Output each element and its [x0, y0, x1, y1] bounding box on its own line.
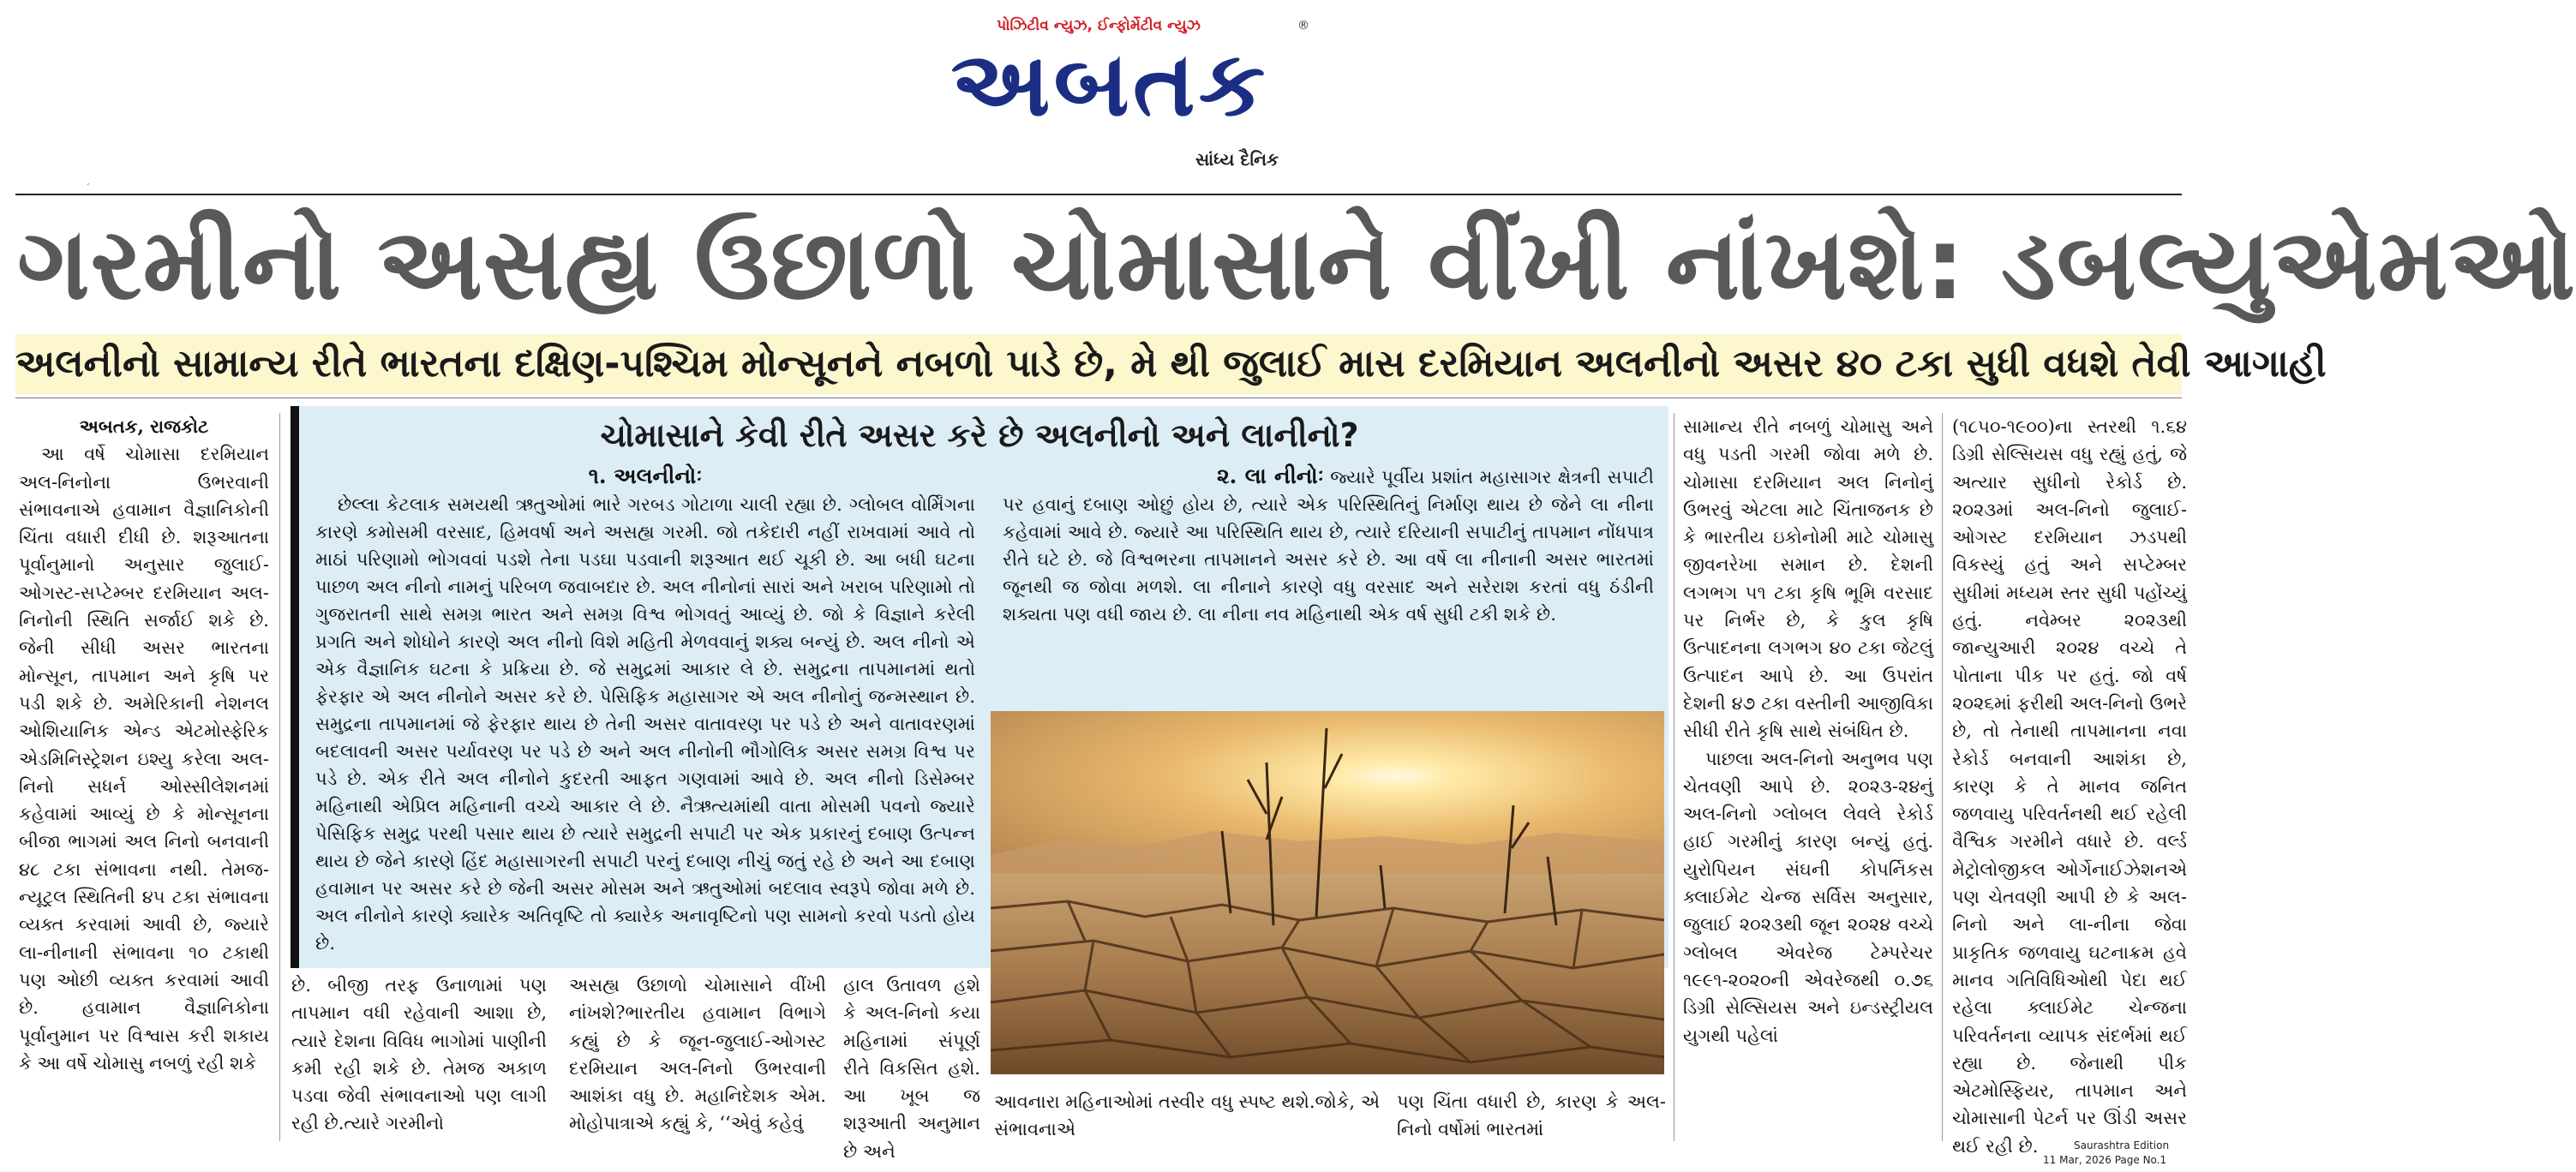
article-column-right-1 [1683, 413, 1933, 1141]
bottom-column-4: આવનારા મહિનાઓમાં તસ્વીર વધુ સ્પષ્ટ થશે.જોકે, એ સંભાવનાએ [994, 1091, 1380, 1140]
masthead-subtag: સાંધ્ય દૈનિક [1195, 149, 1279, 170]
article-paragraph: (૧૮૫૦-૧૯૦૦)ના સ્તરથી ૧.૬૪ ડિગ્રી સેલ્સિયસ વધુ રહ્યું હતું, જે અત્યાર સુધીનો રેકોર્ડ છે. ૨૦૨૩માં અલ-નિનો જુલાઈ-ઓગસ્ટ દરમિયાન ઝડપથી વિકસ્યું હતું અને સપ્ટેમ્બર સુધીમાં મધ્યમ સ્તર સુધી પહોંચ્યું હતું. નવેમ્બર ૨૦૨૩થી જાન્યુઆરી ૨૦૨૪ વચ્ચે તે પોતાના પીક પર હતું. જો વર્ષ ૨૦૨૬માં ફરીથી અલ-નિનો ઉભરે છે, તો તેનાથી તાપમાનના નવા રેકોર્ડ બનવાની આશંકા છે, કારણ કે તે માનવ જનિત જળવાયુ પરિવર્તનથી થઈ રહેલી વૈશ્વિક ગરમીને વધારે છે. વર્લ્ડ મેટ્રોલોજીકલ ઓર્ગેનાઈઝેશનએ પણ ચેતવણી આપી છે કે અલ-નિનો અને લા-નીના જેવા પ્રાકૃતિક જળવાયુ ઘટનાક્રમ હવે માનવ ગતિવિધિઓથી પેદા થઈ રહેલા ક્લાઈમેટ ચેન્જના પરિવર્તનના વ્યાપક સંદર્ભમાં થઈ રહ્યા છે. જેનાથી પીક એટમોસ્ફિયર, તાપમાન અને ચોમાસાની પેટર્ન પર ઊંડી અસર થઈ રહી છે. [1952, 416, 2187, 1157]
column-divider [279, 413, 280, 1141]
drought-photo-image [991, 711, 1664, 1074]
feature-lanina-column [1003, 463, 1654, 703]
bottom-column-3: હાલ ઉતાવળ હશે કે અલ-નિનો કયા મહિનામાં સંપૂર્ણ રીતે વિકસિત હશે. આ ખૂબ જ શરૂઆતી અનુમાન છે અને [843, 975, 980, 1162]
bottom-column-2: અસહ્ય ઉછાળો ચોમાસાને વીંખી નાંખશે?ભારતીય હવામાન વિભાગે કહ્યું છે કે જૂન-જુલાઈ-ઓગસ્ટ દરમિયાન અલ-નિનો ઉભરવાની આશંકા વધુ છે. મહાનિદેશક એમ. મોહોપાત્રાએ કહ્યું કે, ‘‘એવું કહેવું [569, 975, 826, 1134]
masthead-tagline: પોઝિટીવ ન્યુઝ, ઈન્ફોર્મેટીવ ન્યુઝ [997, 17, 1201, 34]
bottom-column-5: પણ ચિંતા વધારી છે, કારણ કે અલ-નિનો વર્ષોમાં ભારતમાં [1397, 1091, 1666, 1140]
dateline: અબતક, રાજકોટ [79, 416, 209, 437]
article-paragraph: આ વર્ષે ચોમાસા દરમિયાન અલ-નિનોના ઉભરવાની સંભાવનાએ હવામાન વૈજ્ઞાનિકોની ચિંતા વધારી દીધી છે. શરૂઆતના પૂર્વાનુમાનો અનુસાર જુલાઈ-ઓગસ્ટ-સપ્ટેમ્બર દરમિયાન અલ-નિનોની સ્થિતિ સર્જાઈ શકે છે. જેની સીધી અસર ભારતના મોન્સૂન, તાપમાન અને કૃષિ પર પડી શકે છે. અમેરિકાની નેશનલ ઓશિયાનિક એન્ડ એટમોસ્ફેરિક એડમિનિસ્ટ્રેશન ઇશ્યુ કરેલા અલ-નિનો સધર્ન ઓસ્સીલેશનમાં કહેવામાં આવ્યું છે કે મોન્સૂનના બીજા ભાગમાં અલ નિનો બનવાની ૪૮ ટકા સંભાવના નથી. તેમજ-ન્યૂટ્રલ સ્થિતિની ૪૫ ટકા સંભાવના વ્યક્ત કરવામાં આવી છે, જ્યારે લા-નીનાની સંભાવના ૧૦ ટકાથી પણ ઓછી વ્યક્ત કરવામાં આવી છે. હવામાન વૈજ્ઞાનિકોના પૂર્વાનુમાન પર વિશ્વાસ કરી શકાય કે આ વર્ષે ચોમાસુ નબળું રહી શકે [19, 444, 269, 1073]
article-paragraph: પાછલા અલ-નિનો અનુભવ પણ ચેતવણી આપે છે. ૨૦૨૩-૨૪નું અલ-નિનો ગ્લોબલ લેવલે રેકોર્ડ હાઈ ગરમીનું કારણ બન્યું હતું. યુરોપિયન સંઘની કોપર્નિકસ ક્લાઈમેટ ચેન્જ સર્વિસ અનુસાર, જુલાઈ ૨૦૨૩થી જૂન ૨૦૨૪ વચ્ચે ગ્લોબલ એવરેજ ટેમ્પરેચર ૧૯૯૧-૨૦૨૦ની એવરેજથી ૦.૭૬ ડિગ્રી સેલ્સિયસ અને ઇન્ડસ્ટ્રીયલ યુગથી પહેલાં [1683, 748, 1933, 1046]
article-paragraph: સામાન્ય રીતે નબળું ચોમાસુ અને વધુ પડતી ગરમી જોવા મળે છે. ચોમાસા દરમિયાન અલ નિનોનું ઉભરવું એટલા માટે ચિંતાજનક છે કે ભારતીય ઇકોનોમી માટે ચોમાસુ જીવનરેખા સમાન છે. દેશની લગભગ ૫૧ ટકા કૃષિ ભૂમિ વરસાદ પર નિર્ભર છે, કે કુલ કૃષિ ઉત્પાદનના લગભગ ૪૦ ટકા જેટલું ઉત્પાદન આપે છે. આ ઉપરાંત દેશની ૪૭ ટકા વસ્તીની આજીવિકા સીધી રીતે કૃષિ સાથે સંબંધિત છે. [1683, 416, 1933, 742]
bottom-column-1: છે. બીજી તરફ ઉનાળામાં પણ તાપમાન વધી રહેવાની આશા છે, ત્યારે દેશના વિવિધ ભાગોમાં પાણીની કમી રહી શકે છે. તેમજ અકાળ પડવા જેવી સંભાવનાઓ પણ લાગી રહી છે.ત્યારે ગરમીનો [291, 975, 547, 1134]
feature-box-title: ચોમાસાને કેવી રીતે અસર કરે છે અલનીનો અને લાનીનો? [600, 416, 1359, 454]
elnino-subheading: ૧. અલનીનોઃ [588, 463, 703, 488]
sub-headline: અલનીનો સામાન્ય રીતે ભારતના દક્ષિણ-પશ્ચિમ મોન્સૂનને નબળો પાડે છે, મે થી જુલાઈ માસ દરમિયાન અલનીનો અસર ૪૦ ટકા સુધી વધશે તેવી આગાહી [15, 334, 2182, 394]
elnino-text: છેલ્લા કેટલાક સમયથી ઋતુઓમાં ભારે ગરબડ ગોટાળા ચાલી રહ્યા છે. ગ્લોબલ વોર્મિંગના કારણે કમોસમી વરસાદ, હિમવર્ષા અને અસહ્ય ગરમી. જો તકેદારી નહીં રાખવામાં આવે તો માઠાં પરિણામો ભોગવવાં પડશે તેના પડઘા પડવાની શરૂઆત થઈ ચૂકી છે. આ બધી ઘટના પાછળ અલ નીનો નામનું પરિબળ જવાબદાર છે. અલ નીનોનાં સારાં અને ખરાબ પરિણામો તો ગુજરાતની સાથે સમગ્ર ભારત અને સમગ્ર વિશ્વ ભોગવતું આવ્યું છે. જો કે વિજ્ઞાને કરેલી પ્રગતિ અને શોધોને કારણે અલ નીનો વિશે મહિતી મેળવવાનું શક્ય બન્યું છે. અલ નીનો એ એક વૈજ્ઞાનિક ઘટના કે પ્રક્રિયા છે. જે સમુદ્રમાં આકાર લે છે. સમુદ્રના તાપમાનમાં થતો ફેરફાર એ અલ નીનોને અસર કરે છે. પેસિફિક મહાસાગર એ અલ નીનોનું જન્મસ્થાન છે. સમુદ્રના તાપમાનમાં જે ફેરફાર થાય છે તેની અસર વાતાવરણ પર પડે છે અને વાતાવરણમાં બદલાવની અસર પર્યાવરણ પર પડે છે અને અલ નીનોની ભૌગોલિક અસર સમગ્ર વિશ્વ પર પડે છે. એક રીતે અલ નીનોને કુદરતી આફત ગણવામાં આવે છે. અલ નીનો ડિસેમ્બર મહિનાથી એપ્રિલ મહિનાની વચ્ચે આકાર લે છે. નૈઋત્યમાંથી વાતા મોસમી પવનો જ્યારે પેસિફિક સમુદ્ર પરથી પસાર થાય છે ત્યારે સમુદ્રની સપાટી પર એક પ્રકારનું દબાણ ઉત્પન્ન થાય છે જેને કારણે હિંદ મહાસાગરની સપાટી પરનું દબાણ નીચું જતું રહે છે અને આ દબાણ હવામાન પર અસર કરે છે જેની અસર મોસમ અને ઋતુઓમાં બદલાવ સ્વરૂપે જોવા મળે છે. અલ નીનોને કારણે ક્યારેક અતિવૃષ્ટિ તો ક્યારેક અનાવૃષ્ટિનો પણ સામનો કરવો પડતો હોય છે. [315, 493, 975, 954]
drought-photo [991, 711, 1664, 1074]
newspaper-logo: અબતક [950, 32, 1269, 136]
divider-mark: ´ [86, 183, 90, 193]
masthead-divider [15, 194, 2182, 195]
lanina-text: જ્યારે પૂર્વીય પ્રશાંત મહાસાગર ક્ષેત્રની સપાટી પર હવાનું દબાણ ઓછું હોય છે, ત્યારે એક પરિસ્થિતિનું નિર્માણ થાય છે જેને લા નીના કહેવામાં આવે છે. જ્યારે આ પરિસ્થિતિ થાય છે, ત્યારે દરિયાની સપાટીનું તાપમાન નોંધપાત્ર રીતે ઘટે છે. જે વિશ્વભરના તાપમાનને અસર કરે છે. આ વર્ષે લા નીનાની અસર ભારતમાં જૂનથી જ જોવા મળશે. લા નીનાને કારણે વધુ વરસાદ અને સરેરાશ કરતાં વધુ ઠંડીની શક્યતા પણ વધી જાય છે. લા નીના નવ મહિનાથી એક વર્ષ સુધી ટકી શકે છે. [1003, 466, 1654, 625]
date-page-label: 11 Mar, 2026 Page No.1 [2043, 1154, 2167, 1166]
edition-label: Saurashtra Edition [2074, 1139, 2170, 1151]
lanina-subheading: ૨. લા નીનોઃ [1217, 463, 1324, 488]
main-headline: ગરમીનો અસહ્ય ઉછાળો ચોમાસાને વીંખી નાંખશે: ડબલ્યુએમઓ [17, 206, 2576, 322]
registered-mark: ® [1297, 19, 1309, 33]
column-divider [1942, 413, 1943, 1141]
article-column-1 [19, 413, 269, 1141]
feature-elnino-column [315, 463, 975, 960]
